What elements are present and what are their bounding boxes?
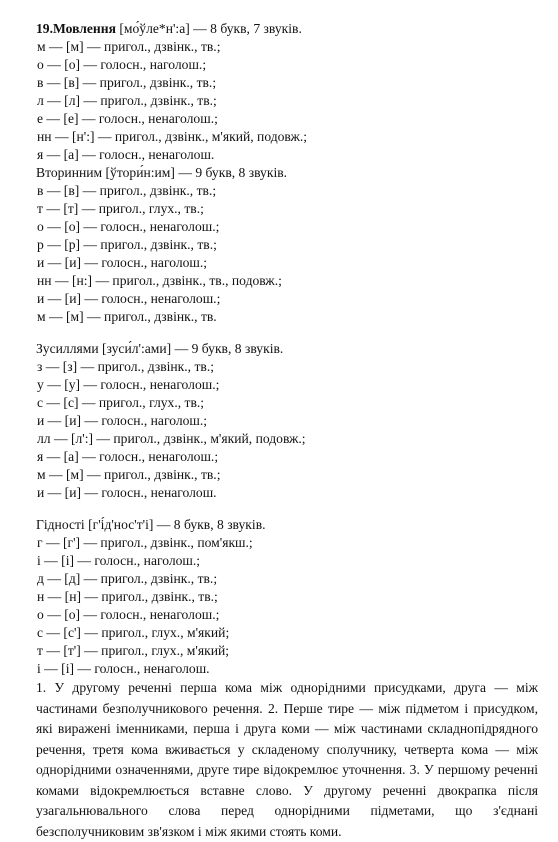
sound-row: о — [о] — голосн., ненаголош.; <box>37 219 220 234</box>
sound-row: с — [с] — пригол., глух., тв.; <box>37 395 205 410</box>
sound-row: я — [а] — голосн., ненаголош. <box>37 147 215 162</box>
sound-row: л — [л] — пригол., дзвінк., тв.; <box>37 93 217 108</box>
sound-row: м — [м] — пригол., дзвінк., тв. <box>37 309 217 324</box>
sound-row: нн — [н':] — пригол., дзвінк., м'який, подовж.; <box>37 129 308 144</box>
sound-row: о — [о] — голосн., ненаголош.; <box>37 607 220 622</box>
word-1-title-word: Мовлення <box>53 21 116 36</box>
exercise-number: 19. <box>36 21 53 36</box>
sound-row: и — [и] — голосн., ненаголош. <box>37 485 217 500</box>
sound-row: и — [и] — голосн., наголош.; <box>37 255 208 270</box>
sound-row: о — [о] — голосн., наголош.; <box>37 57 207 72</box>
word-1-heading <box>36 20 302 37</box>
sound-row: м — [м] — пригол., дзвінк., тв.; <box>37 39 221 54</box>
word-2-heading: Вторинним [ўтори́н:им] — 9 букв, 8 звуків. <box>36 165 288 180</box>
punctuation-explanation: 1. У другому реченні перша кома між однорідними присудками, друга — між частинами безполучникового речення. 2. Перше тире — між підметом і присудком, які виражені іменниками, перша і друга коми — між частинами складнопідрядного речення, третя кома вживається у складеному сполучнику, четверта кома — між однорідними означеннями, друге тире відокремлює уточнення. 3. У першому реченні комами відокремлюється вставне слово. У другому реченні двокрапка після узагальнювального слова перед однорідними підметами, що з'єднані безсполучниковим зв'язком і між якими стоять коми. <box>36 680 538 839</box>
sound-row: и — [и] — голосн., ненаголош.; <box>37 291 221 306</box>
sound-row: лл — [л':] — пригол., дзвінк., м'який, подовж.; <box>37 431 306 446</box>
word-1-title-rest: [мо́ўле*н':а] — 8 букв, 7 звуків. <box>115 21 302 36</box>
sound-row: д — [д] — пригол., дзвінк., тв.; <box>37 571 218 586</box>
sound-row: н — [н] — пригол., дзвінк., тв.; <box>37 589 218 604</box>
sound-row: м — [м] — пригол., дзвінк., тв.; <box>37 467 221 482</box>
sound-row: нн — [н:] — пригол., дзвінк., тв., подовж.; <box>37 273 282 288</box>
sound-row: з — [з] — пригол., дзвінк., тв.; <box>37 359 215 374</box>
sound-row: в — [в] — пригол., дзвінк., тв.; <box>37 75 217 90</box>
sound-row: е — [е] — голосн., ненаголош.; <box>37 111 218 126</box>
sound-row: р — [р] — пригол., дзвінк., тв.; <box>37 237 217 252</box>
sound-row: і — [і] — голосн., наголош.; <box>37 553 201 568</box>
sound-row: я — [а] — голосн., ненаголош.; <box>37 449 219 464</box>
sound-row: у — [у] — голосн., ненаголош.; <box>37 377 220 392</box>
word-4-heading: Гідності [г'і́д'нос'т'і] — 8 букв, 8 звуків. <box>36 517 266 532</box>
sound-row: г — [г'] — пригол., дзвінк., пом'якш.; <box>37 535 253 550</box>
sound-row: с — [с'] — пригол., глух., м'який; <box>37 625 230 640</box>
word-3-heading: Зусиллями [зуси́л':ами] — 9 букв, 8 звуків. <box>36 341 284 356</box>
sound-row: в — [в] — пригол., дзвінк., тв.; <box>37 183 217 198</box>
sound-row: т — [т'] — пригол., глух., м'який; <box>37 643 230 658</box>
sound-row: і — [і] — голосн., ненаголош. <box>37 661 210 676</box>
sound-row: т — [т] — пригол., глух., тв.; <box>37 201 204 216</box>
sound-row: и — [и] — голосн., наголош.; <box>37 413 208 428</box>
